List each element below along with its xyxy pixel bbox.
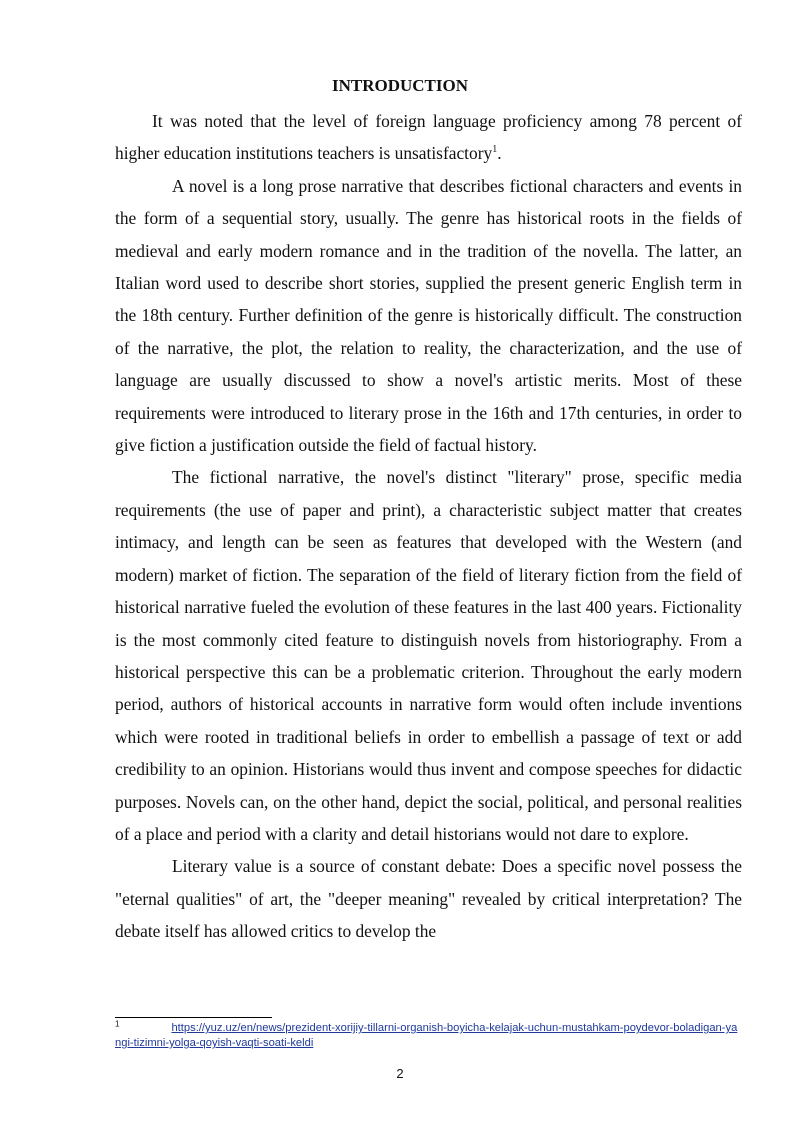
body-text: [115, 105, 742, 948]
paragraph-3: The fictional narrative, the novel's distinct "literary" prose, specific media requirements (the use of paper and print), a characteristic subject matter that creates intimacy, and length can be seen as features that developed with the Western (and modern) market of fiction. The separation of the field of literary fiction from the field of historical narrative fueled the evolution of these features in the last 400 years. Fictionality is the most commonly cited feature to distinguish novels from historiography. From a historical perspective this can be a problematic criterion. Throughout the early modern period, authors of historical accounts in narrative form would often include inventions which were rooted in traditional beliefs in order to embellish a passage of text or add credibility to an opinion. Historians would thus invent and compose speeches for didactic purposes. Novels can, on the other hand, depict the social, political, and personal realities of a place and period with a clarity and detail historians would not dare to explore.: [115, 467, 742, 844]
paragraph-1-end: .: [497, 143, 502, 164]
paragraph-1: [115, 105, 742, 170]
footnote: [115, 1021, 742, 1051]
footnote-link[interactable]: https://yuz.uz/en/news/prezident-xorijiy-tillarni-organish-boyicha-kelajak-uchun-mustahkam-poydevor-boladigan-yangi-tizimni-yolga-qoyish-vaqti-soati-keldi: [115, 1022, 738, 1049]
section-heading: INTRODUCTION: [331, 76, 469, 95]
paragraph-2: A novel is a long prose narrative that describes fictional characters and events in the form of a sequential story, usually. The genre has historical roots in the fields of medieval and early modern romance and in the tradition of the novella. The latter, an Italian word used to describe short stories, supplied the present generic English term in the 18th century. Further definition of the genre is historically difficult. The construction of the narrative, the plot, the relation to reality, the characterization, and the use of language are usually discussed to show a novel's artistic merits. Most of these requirements were introduced to literary prose in the 16th and 17th centuries, in order to give fiction a justification outside the field of factual history.: [115, 175, 742, 456]
page-number: 2: [396, 1066, 404, 1081]
paragraph-1-text: It was noted that the level of foreign language proficiency among 78 percent of higher education institutions teachers is unsatisfactory: [115, 111, 742, 164]
footnote-separator: [115, 1017, 272, 1018]
footnote-number: 1: [115, 1019, 120, 1029]
paragraph-4: Literary value is a source of constant debate: Does a specific novel possess the "eternal qualities" of art, the "deeper meaning" revealed by critical interpretation? The debate itself has allowed critics to develop the: [115, 856, 742, 942]
footnote-reference[interactable]: 1: [492, 144, 498, 156]
